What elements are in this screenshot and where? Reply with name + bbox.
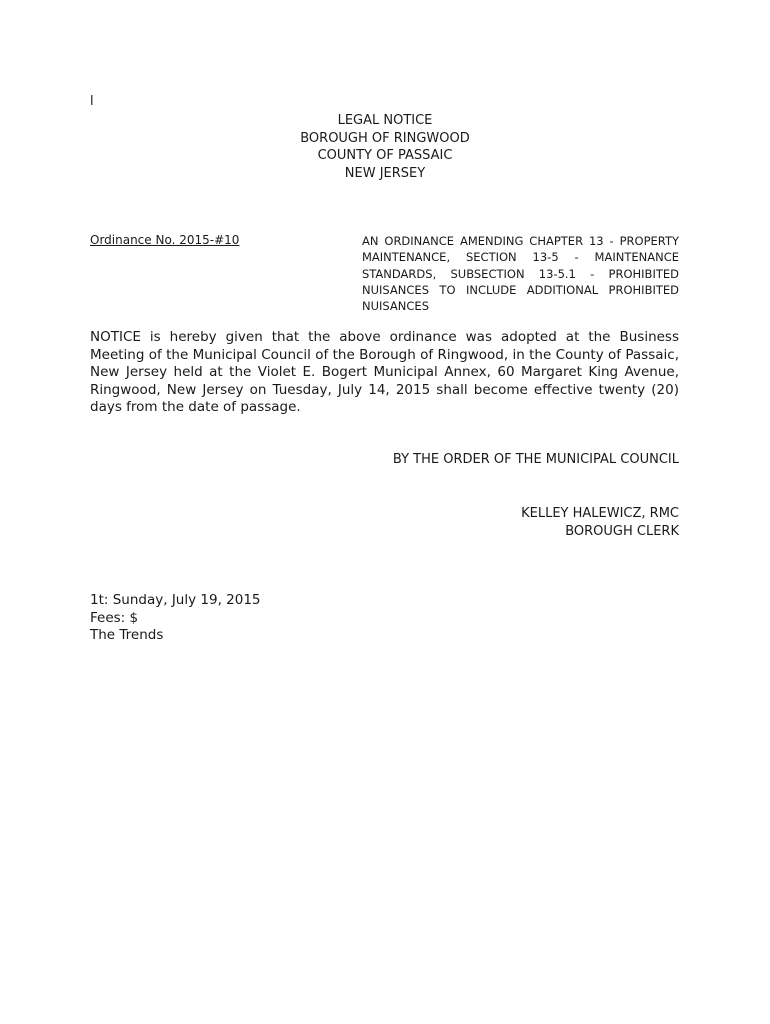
order-line: BY THE ORDER OF THE MUNICIPAL COUNCIL	[392, 452, 679, 467]
signatory-name: KELLEY HALEWICZ, RMC	[521, 506, 679, 521]
fees-line: Fees: $	[90, 609, 139, 626]
header-legal-notice: LEGAL NOTICE	[337, 113, 433, 128]
newspaper-name: The Trends	[90, 627, 164, 643]
signatory-title: BOROUGH CLERK	[565, 523, 679, 539]
header-borough: BOROUGH OF RINGWOOD	[300, 130, 470, 146]
publication-date: 1t: Sunday, July 19, 2015	[90, 592, 261, 608]
ordinance-number: Ordinance No. 2015-#10	[90, 233, 240, 247]
stray-mark: l	[90, 94, 94, 109]
publication-footer	[90, 592, 261, 645]
signature-block	[521, 505, 679, 540]
header-state: NEW JERSEY	[344, 165, 426, 181]
notice-body: NOTICE is hereby given that the above ordinance was adopted at the Business Meeting of the Municipal Council of the Borough of Ringwood, in the County of Passaic, New Jersey held at the Violet E. Bogert Municipal Annex, 60 Margaret King Avenue, Ringwood, New Jersey on Tuesday, July 14, 2015 shall become effective twenty (20) days from the date of passage.	[90, 329, 679, 415]
notice-header	[0, 112, 770, 182]
header-county: COUNTY OF PASSAIC	[317, 148, 453, 163]
ordinance-title: AN ORDINANCE AMENDING CHAPTER 13 - PROPERTY MAINTENANCE, SECTION 13-5 - MAINTENANCE STANDARDS, SUBSECTION 13-5.1 - PROHIBITED NUISANCES TO INCLUDE ADDITIONAL PROHIBITED NUISANCES	[362, 234, 679, 314]
